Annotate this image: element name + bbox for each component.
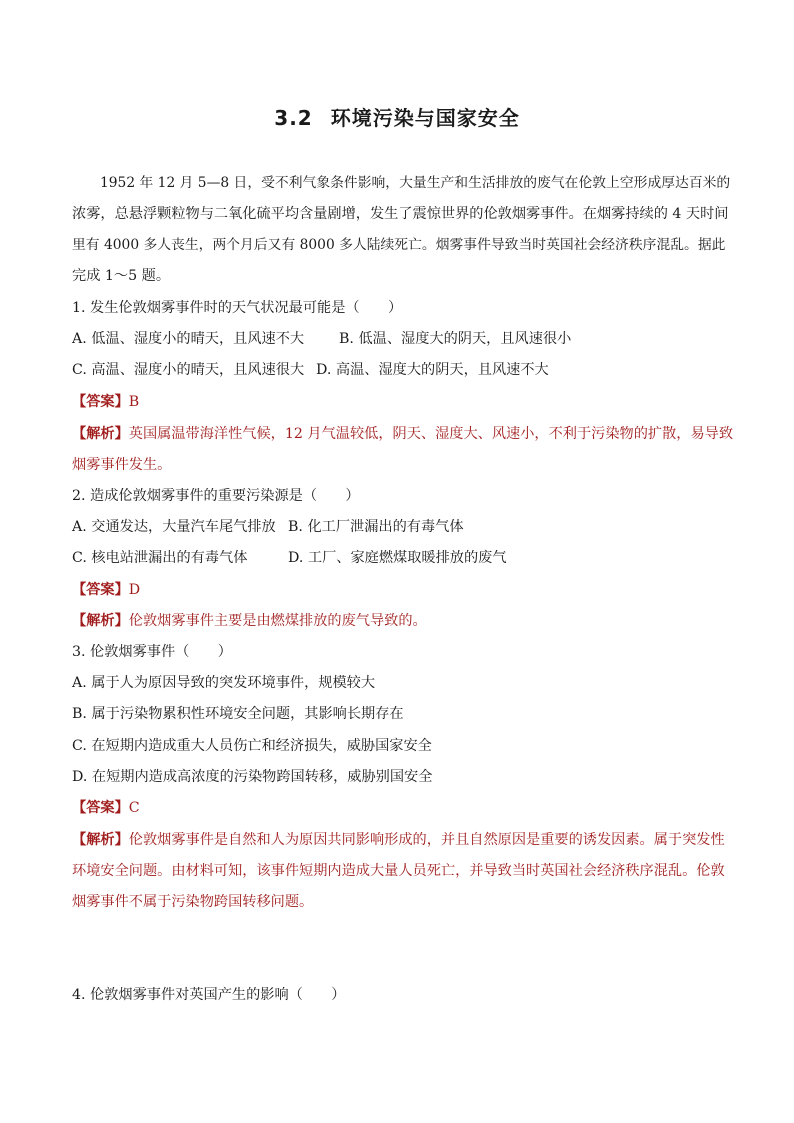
q1-answer [72, 392, 139, 412]
q3-analysis-line-3: 烟雾事件不属于污染物跨国转移问题。 [72, 894, 314, 910]
intro-line-1: 1952 年 12 月 5—8 日，受不利气象条件影响，大量生产和生活排放的废气在伦敦上空形成厚达百米的 [100, 175, 731, 191]
q4-stem: 4. 伦敦烟雾事件对英国产生的影响（ ） [72, 987, 346, 1003]
section-number: 3.2 [274, 106, 313, 130]
analysis-text: 伦敦烟雾事件主要是由燃煤排放的废气导致的。 [128, 613, 427, 629]
q2-option-d: D. 工厂、家庭燃煤取暖排放的废气 [288, 550, 507, 566]
intro-line-3: 里有 4000 多人丧生，两个月后又有 8000 多人陆续死亡。烟雾事件导致当时英国社会经济秩序混乱。据此 [72, 237, 726, 253]
q1-analysis-line-1 [72, 424, 733, 444]
q2-answer [72, 580, 140, 600]
page-title [0, 102, 794, 131]
q3-option-a: A. 属于人为原因导致的突发环境事件，规模较大 [72, 675, 376, 691]
q3-option-b: B. 属于污染物累积性环境安全问题，其影响长期存在 [72, 706, 404, 722]
analysis-text: 英国属温带海洋性气候，12 月气温较低，阴天、湿度大、风速小，不利于污染物的扩散，易导致 [128, 426, 734, 442]
analysis-text: 伦敦烟雾事件是自然和人为原因共同影响形成的，并且自然原因是重要的诱发因素。属于突发性 [128, 832, 725, 848]
q1-option-c: C. 高温、湿度小的晴天，且风速很大 [72, 362, 305, 378]
answer-value: D [128, 582, 141, 598]
section-title: 环境污染与国家安全 [330, 106, 520, 130]
answer-tag: 【答案】 [72, 394, 129, 410]
q1-option-b: B. 低温、湿度大的阴天，且风速很小 [339, 331, 572, 347]
q3-analysis-line-1 [72, 830, 725, 850]
q3-answer [72, 798, 140, 818]
q3-option-d: D. 在短期内造成高浓度的污染物跨国转移，威胁别国安全 [72, 769, 433, 785]
answer-tag: 【答案】 [72, 582, 129, 598]
q2-stem: 2. 造成伦敦烟雾事件的重要污染源是（ ） [72, 488, 360, 504]
q1-stem: 1. 发生伦敦烟雾事件时的天气状况最可能是（ ） [72, 300, 403, 316]
analysis-tag: 【解析】 [72, 832, 129, 848]
q1-option-d: D. 高温、湿度大的阴天，且风速不大 [316, 362, 549, 378]
q2-option-b: B. 化工厂泄漏出的有毒气体 [288, 519, 464, 535]
answer-value: C [128, 800, 140, 816]
q2-option-a: A. 交通发达，大量汽车尾气排放 [72, 519, 276, 535]
q2-option-c: C. 核电站泄漏出的有毒气体 [72, 550, 248, 566]
q3-option-c: C. 在短期内造成重大人员伤亡和经济损失，威胁国家安全 [72, 738, 432, 754]
answer-tag: 【答案】 [72, 800, 129, 816]
q1-analysis-line-2: 烟雾事件发生。 [72, 457, 172, 473]
intro-line-4: 完成 1～5 题。 [72, 268, 171, 284]
q3-analysis-line-2: 环境安全问题。由材料可知，该事件短期内造成大量人员死亡，并导致当时英国社会经济秩序混乱。伦敦 [72, 863, 725, 879]
answer-value: B [128, 394, 140, 410]
intro-line-2: 浓雾，总悬浮颗粒物与二氧化硫平均含量剧增，发生了震惊世界的伦敦烟雾事件。在烟雾持续的 4 天时间 [72, 206, 729, 222]
analysis-tag: 【解析】 [72, 613, 129, 629]
q3-stem: 3. 伦敦烟雾事件（ ） [72, 644, 232, 660]
q2-analysis [72, 611, 427, 631]
q1-option-a: A. 低温、湿度小的晴天，且风速不大 [72, 331, 305, 347]
analysis-tag: 【解析】 [72, 426, 129, 442]
